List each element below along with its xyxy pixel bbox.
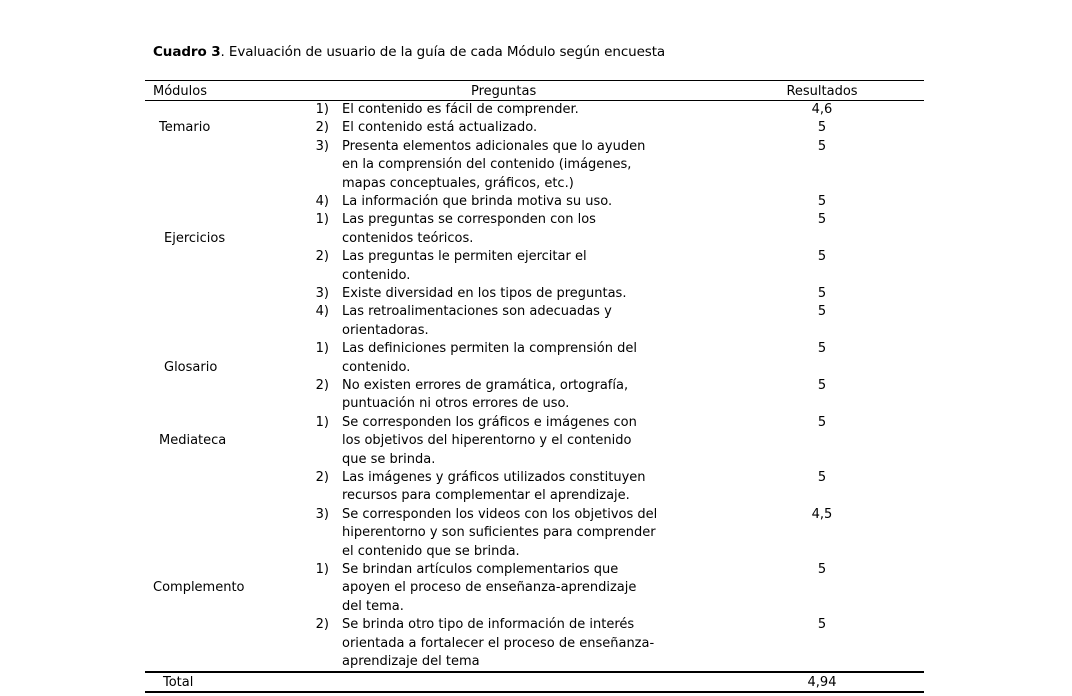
result-value: 5 (817, 470, 827, 485)
result-value: 5 (817, 249, 827, 265)
question-text: Se brindan artículos complementarios que (342, 562, 619, 577)
question-text: orientadoras. (342, 322, 429, 338)
question-text: La información que brinda motiva su uso. (342, 194, 613, 209)
question-text: que se brinda. (342, 451, 436, 467)
result-value: 5 (817, 138, 827, 154)
question-number: 1) (315, 212, 329, 228)
question-text: Las imágenes y gráficos utilizados constituyen (342, 470, 646, 485)
module-label: Ejercicios (164, 230, 226, 246)
question-number: 2) (315, 617, 329, 633)
question-text: Se brinda otro tipo de información de interés (342, 617, 635, 633)
question-number: 1) (315, 341, 329, 357)
result-value: 4,5 (811, 506, 833, 522)
result-value: 5 (817, 120, 827, 136)
result-value: 5 (817, 562, 827, 577)
question-text: del tema. (342, 598, 404, 614)
header-preguntas: Preguntas (471, 84, 537, 99)
question-number: 1) (315, 414, 329, 430)
question-number: 1) (315, 102, 329, 117)
result-value: 5 (817, 194, 827, 209)
result-value: 5 (817, 304, 827, 320)
question-number: 4) (315, 194, 329, 209)
result-value: 5 (817, 617, 827, 633)
header-modulos: Módulos (153, 84, 207, 99)
question-text: recursos para complementar el aprendizaje. (342, 488, 630, 504)
header-resultados: Resultados (786, 84, 858, 99)
total-value: 4,94 (807, 675, 837, 690)
question-text: el contenido que se brinda. (342, 543, 520, 559)
question-number: 2) (315, 120, 329, 136)
question-text: contenido. (342, 267, 411, 283)
question-number: 3) (315, 506, 329, 522)
question-text: los objetivos del hiperentorno y el contenido (342, 433, 632, 449)
total-label: Total (163, 675, 194, 690)
question-text: en la comprensión del contenido (imágenes, (342, 157, 632, 173)
question-text: Las retroalimentaciones son adecuadas y (342, 304, 612, 320)
result-value: 4,6 (811, 102, 833, 117)
result-value: 5 (817, 341, 827, 357)
question-text: hiperentorno y son suficientes para comprender (342, 525, 656, 541)
module-label: Glosario (164, 359, 218, 375)
question-text: Las preguntas le permiten ejercitar el (342, 249, 587, 265)
question-text: Se corresponden los gráficos e imágenes con (342, 414, 637, 430)
module-label: Complemento (153, 580, 245, 596)
question-number: 2) (315, 378, 329, 393)
question-text: apoyen el proceso de enseñanza-aprendizaje (342, 580, 637, 596)
question-text: Las definiciones permiten la comprensión del (342, 341, 637, 357)
question-text: orientada a fortalecer el proceso de enseñanza- (342, 635, 655, 651)
module-label: Mediateca (159, 433, 227, 449)
question-text: puntuación ni otros errores de uso. (342, 396, 570, 412)
result-value: 5 (817, 286, 827, 301)
bottom-rule (145, 691, 924, 693)
top-rule (145, 80, 924, 81)
question-text: No existen errores de gramática, ortografía, (342, 378, 629, 393)
question-text: contenidos teóricos. (342, 230, 474, 246)
question-number: 3) (315, 138, 329, 154)
question-number: 3) (315, 286, 329, 301)
caption-text: . Evaluación de usuario de la guía de cada Módulo según encuesta (220, 44, 666, 60)
question-number: 2) (315, 249, 329, 265)
question-text: aprendizaje del tema (342, 654, 480, 669)
caption-label: Cuadro 3 (153, 44, 221, 60)
question-text: contenido. (342, 359, 411, 375)
question-text: Se corresponden los videos con los objetivos del (342, 506, 658, 522)
table-caption (153, 44, 665, 60)
result-value: 5 (817, 414, 827, 430)
question-number: 4) (315, 304, 329, 320)
result-value: 5 (817, 212, 827, 228)
result-value: 5 (817, 378, 827, 393)
total-top-rule (145, 671, 924, 673)
question-text: El contenido está actualizado. (342, 120, 538, 136)
question-text: Presenta elementos adicionales que lo ayuden (342, 138, 646, 154)
question-text: El contenido es fácil de comprender. (342, 102, 579, 117)
module-label: Temario (159, 120, 211, 136)
question-number: 1) (315, 562, 329, 577)
question-number: 2) (315, 470, 329, 485)
question-text: mapas conceptuales, gráficos, etc.) (342, 175, 574, 191)
question-text: Existe diversidad en los tipos de preguntas. (342, 286, 627, 301)
question-text: Las preguntas se corresponden con los (342, 212, 596, 228)
